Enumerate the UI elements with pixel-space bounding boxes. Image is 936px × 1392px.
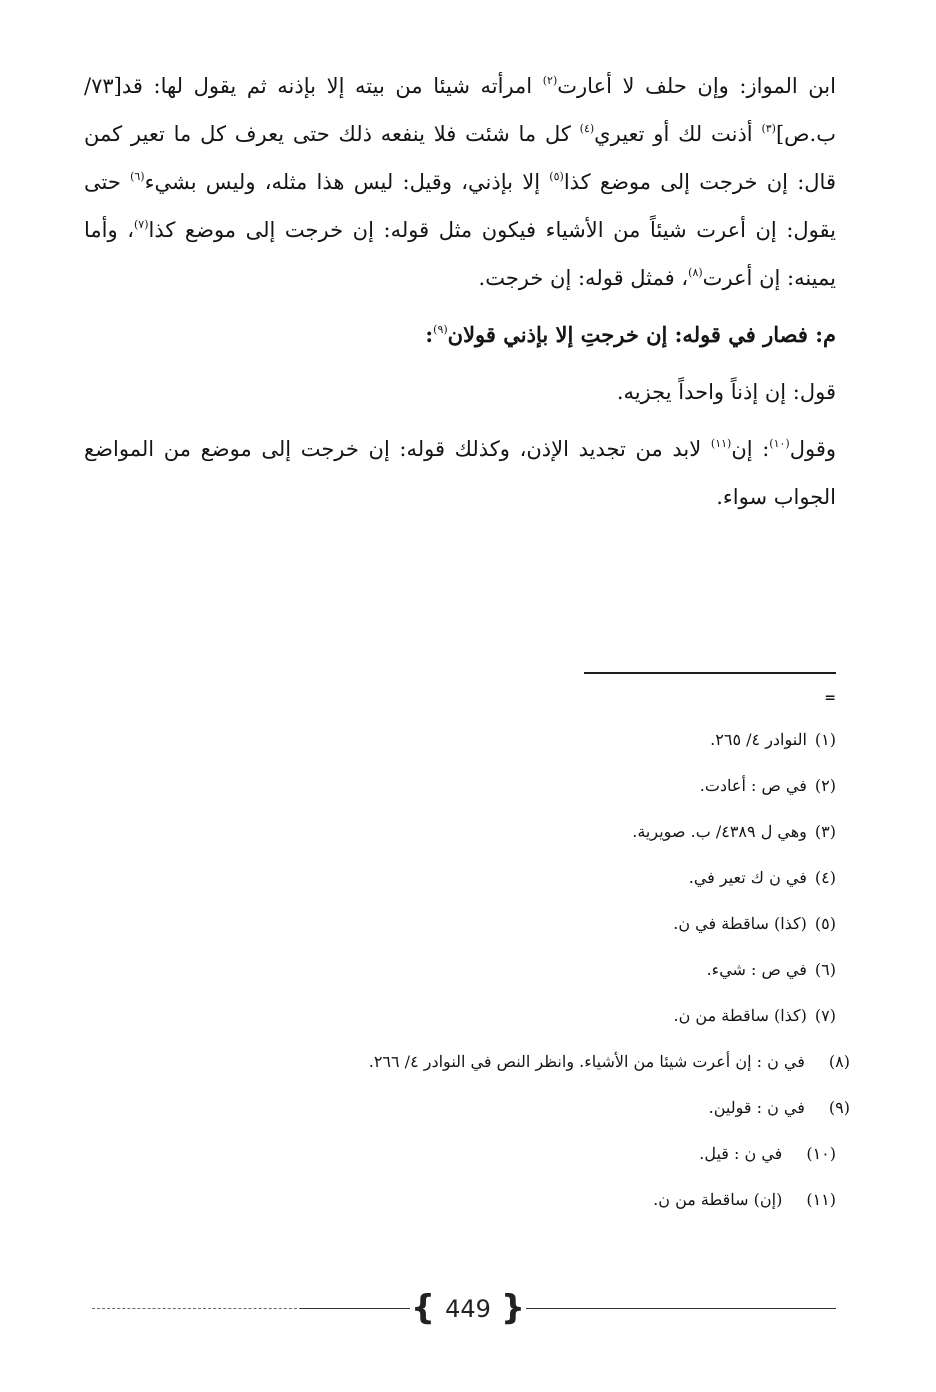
text-segment: ابن المواز: وإن حلف لا أعارت bbox=[557, 74, 836, 98]
main-text bbox=[84, 62, 836, 521]
footnote-text: النوادر ٤/ ٢٦٥. bbox=[710, 730, 807, 749]
footnote-reference: (٩) bbox=[433, 323, 448, 336]
footnote-text: في ن : إن أعرت شيئا من الأشياء. وانظر النص في النوادر ٤/ ٢٦٦. bbox=[368, 1052, 805, 1071]
text-segment: كل ما شئت فلا ينفعه ذلك حتى يعرف كل ما تعير كمن قال: إن خرجت إلى موضع كذا bbox=[84, 122, 836, 194]
footnote-item bbox=[300, 1177, 836, 1223]
paragraph bbox=[84, 311, 836, 359]
footnote-number: (١٠) bbox=[806, 1144, 836, 1163]
text-segment: قول: إن إذناً واحداً يجزيه. bbox=[616, 380, 836, 404]
page-number-bracket-right: } bbox=[500, 1288, 526, 1328]
footer-dashed-rule bbox=[92, 1308, 302, 1309]
footnote-text: (إن) ساقطة من ن. bbox=[653, 1190, 783, 1209]
footnote-item bbox=[300, 809, 836, 855]
paragraph bbox=[84, 368, 836, 416]
footnote-text: في ص : أعادت. bbox=[699, 776, 807, 795]
footnote-text: في ن ك تعير في. bbox=[688, 868, 807, 887]
footnote-number: (٥) bbox=[814, 914, 836, 933]
footnote-item bbox=[300, 1085, 850, 1131]
footnote-item bbox=[300, 855, 836, 901]
page-number: 449 bbox=[445, 1295, 491, 1323]
footnote-item bbox=[300, 717, 836, 763]
paragraph bbox=[84, 425, 836, 521]
footnote-text: (كذا) ساقطة من ن. bbox=[673, 1006, 807, 1025]
footnote-text: (كذا) ساقطة في ن. bbox=[673, 914, 807, 933]
footnote-item bbox=[300, 901, 836, 947]
footer-rule-left bbox=[300, 1308, 410, 1309]
footnote-text: وهي ل ٤٣٨٩/ ب. صويرية. bbox=[632, 822, 807, 841]
footnote-item bbox=[300, 1039, 850, 1085]
footnote-reference: (٦) bbox=[130, 170, 145, 183]
footnote-separator bbox=[584, 672, 836, 674]
page-number-bracket-left: { bbox=[410, 1288, 436, 1328]
footnote-reference: (١٠) bbox=[769, 437, 790, 450]
paragraph bbox=[84, 62, 836, 302]
footnote-number: (٣) bbox=[814, 822, 836, 841]
footnote-text: في ص : شيء. bbox=[706, 960, 807, 979]
text-segment: إلا بإذني، وقيل: ليس هذا مثله، وليس بشيء bbox=[144, 170, 550, 194]
footnote-number: (٧) bbox=[814, 1006, 836, 1025]
text-segment: وقول bbox=[789, 437, 837, 461]
footnote-item bbox=[300, 1131, 836, 1177]
text-segment: لابد من تجديد الإذن، وكذلك قوله: إن خرجت إلى موضع من المواضع الجواب سواء. bbox=[84, 437, 836, 509]
footnote-number: (٢) bbox=[814, 776, 836, 795]
footnote-reference: (٢) bbox=[542, 74, 558, 87]
footnote-number: (١) bbox=[814, 730, 836, 749]
footnote-text: في ن : قيل. bbox=[699, 1144, 783, 1163]
text-segment: ، وأما يمينه: إن أعرت bbox=[84, 218, 836, 290]
footnote-item bbox=[300, 993, 836, 1039]
text-segment: : إن bbox=[731, 437, 770, 461]
footnote-text: في ن : قولين. bbox=[708, 1098, 805, 1117]
text-segment: م: فصار في قوله: إن خرجتِ إلا بإذني قولان bbox=[447, 322, 836, 347]
footnote-number: (٨) bbox=[828, 1052, 850, 1071]
footnotes-list bbox=[300, 717, 850, 1223]
text-segment: حتى يقول: إن أعرت شيئاً من الأشياء فيكون مثل قوله: إن خرجت إلى موضع كذا bbox=[84, 170, 836, 242]
footnote-reference: (٥) bbox=[549, 170, 564, 183]
footnote-reference: (٨) bbox=[688, 266, 703, 279]
footnote-reference: (٣) bbox=[761, 122, 776, 135]
footnote-item bbox=[300, 763, 836, 809]
text-segment: امرأته شيئا من بيته إلا بإذنه ثم يقول لها: قد[٧٣/ ب.ص] bbox=[84, 74, 836, 146]
text-segment: ، فمثل قوله: إن خرجت. bbox=[478, 266, 689, 290]
footnote-item bbox=[300, 947, 836, 993]
text-segment: أذنت لك أو تعيري bbox=[594, 122, 762, 146]
page-number-box bbox=[410, 1290, 526, 1327]
footnote-mark: = bbox=[824, 690, 836, 706]
footnote-number: (١١) bbox=[806, 1190, 836, 1209]
footnote-reference: (١١) bbox=[710, 437, 732, 450]
footnote-number: (٦) bbox=[814, 960, 836, 979]
footer-rule-right bbox=[526, 1308, 836, 1309]
footnote-number: (٩) bbox=[828, 1098, 850, 1117]
footnote-reference: (٧) bbox=[133, 218, 149, 231]
footnote-reference: (٤) bbox=[579, 122, 595, 135]
text-segment: : bbox=[425, 322, 434, 347]
footnote-number: (٤) bbox=[814, 868, 836, 887]
